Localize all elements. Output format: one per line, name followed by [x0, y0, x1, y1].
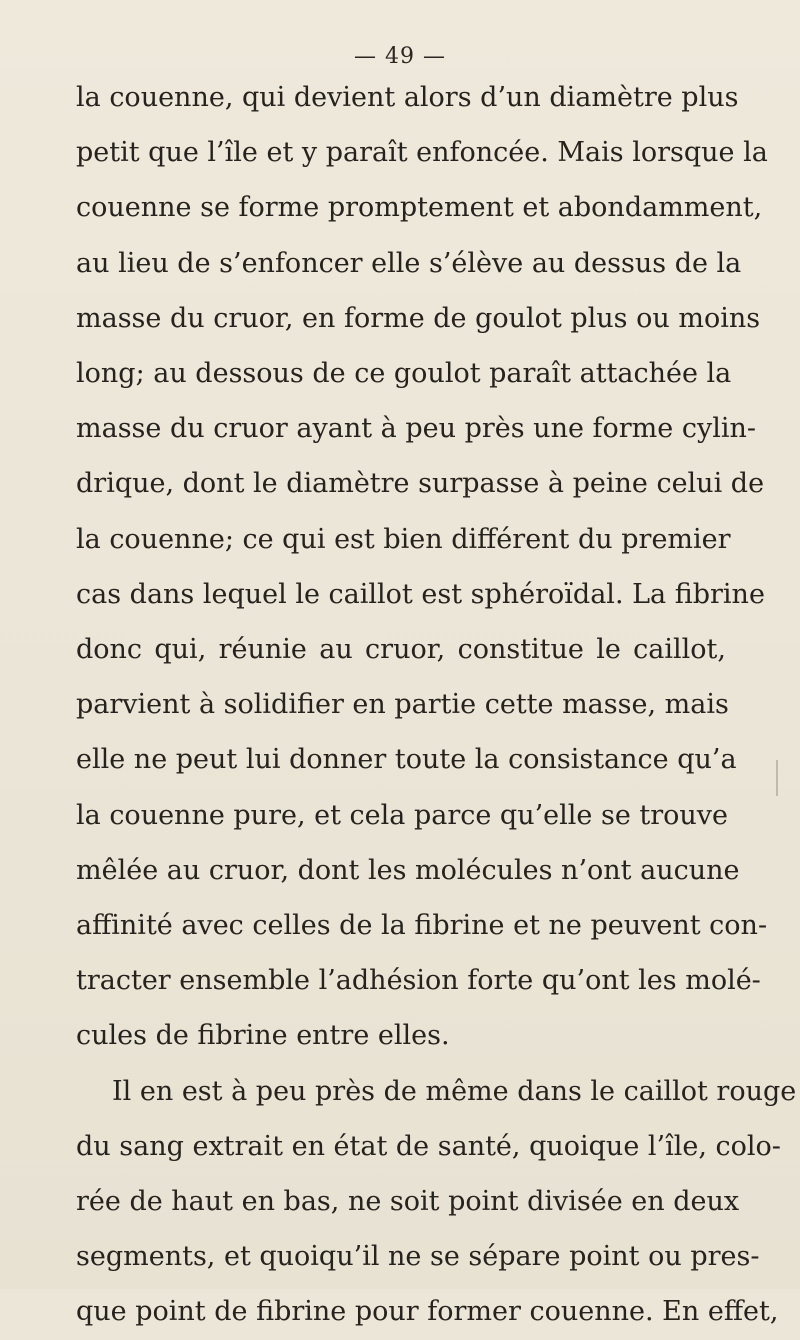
text-line: parvient à solidifier en partie cette masse, mais	[76, 689, 729, 721]
text-line: masse du cruor ayant à peu près une forme cylin-	[76, 413, 756, 445]
text-line: rée de haut en bas, ne soit point divisée en deux	[76, 1186, 740, 1218]
text-line: au lieu de s’enfoncer elle s’élève au dessus de la	[76, 247, 742, 279]
text-line: mêlée au cruor, dont les molécules n’ont aucune	[76, 854, 740, 886]
text-line: cules de fibrine entre elles.	[76, 1020, 450, 1052]
text-line: que point de fibrine pour former couenne. En effet,	[76, 1296, 779, 1328]
text-line: tracter ensemble l’adhésion forte qu’ont les molé-	[76, 965, 761, 997]
text-line: donc qui, réunie au cruor, constitue le caillot,	[76, 634, 726, 666]
text-line: la couenne, qui devient alors d’un diamètre plus	[76, 82, 739, 113]
text-line: masse du cruor, en forme de goulot plus ou moins	[76, 302, 761, 334]
text-line: drique, dont le diamètre surpasse à peine celui de	[76, 468, 765, 500]
text-line: la couenne pure, et cela parce qu’elle se trouve	[76, 799, 729, 831]
text-line: couenne se forme promptement et abondamment,	[76, 192, 763, 224]
text-line: cas dans lequel le caillot est sphéroïdal. La fibrine	[76, 578, 765, 610]
text-line: affinité avec celles de la fibrine et ne peuvent con-	[76, 910, 768, 942]
text-line: la couenne; ce qui est bien différent du premier	[76, 523, 731, 555]
text-line: Il en est à peu près de même dans le caillot rouge	[112, 1075, 797, 1107]
text-line: du sang extrait en état de santé, quoique l’île, colo-	[76, 1130, 781, 1162]
paragraph-2	[76, 1064, 797, 1340]
text-line: segments, et quoiqu’il ne se sépare point ou pres-	[76, 1241, 760, 1273]
paper-mark	[776, 760, 778, 796]
page-number: — 49 —	[354, 44, 446, 69]
text-line: long; au dessous de ce goulot paraît attachée la	[76, 358, 732, 390]
text-line: elle ne peut lui donner toute la consistance qu’a	[76, 744, 737, 776]
paragraph-1	[76, 70, 768, 1064]
body-text	[76, 70, 797, 1340]
text-line: petit que l’île et y paraît enfoncée. Mais lorsque la	[76, 137, 768, 169]
